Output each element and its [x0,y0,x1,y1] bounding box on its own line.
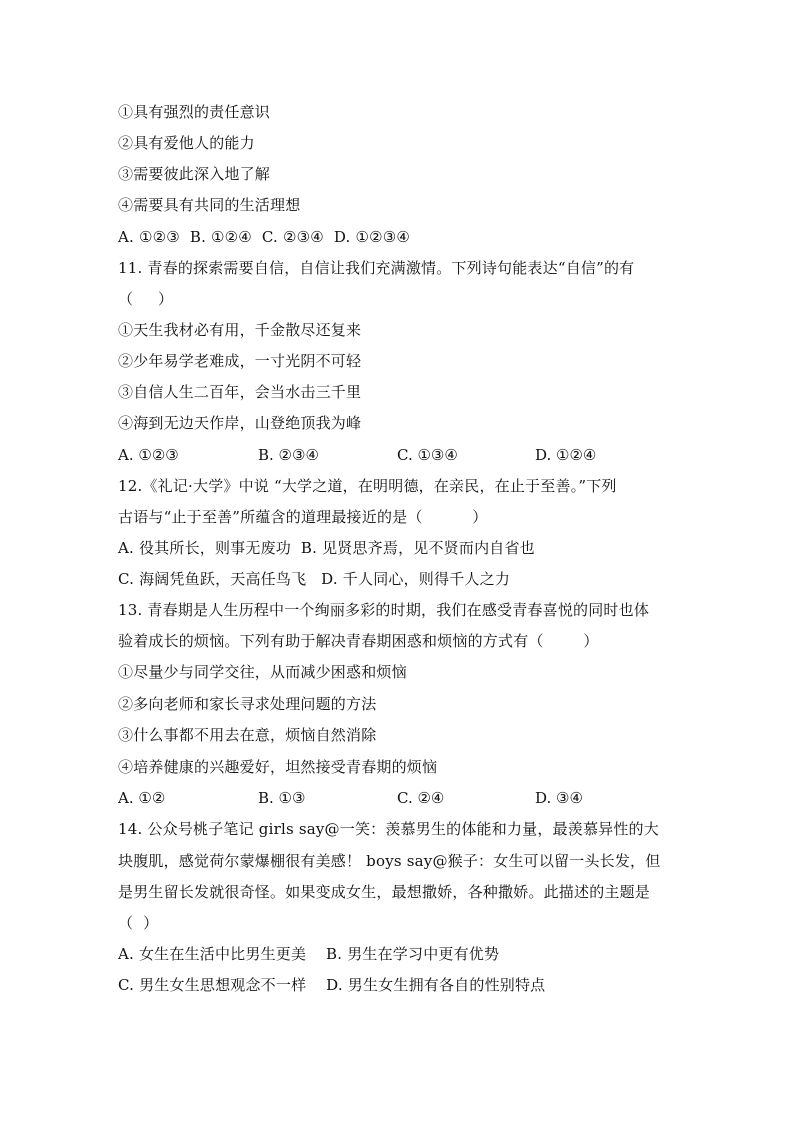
q12-stem-line-1: 12.《礼记·大学》中说 “大学之道，在明明德，在亲民，在止于至善。”下列 [118,477,617,495]
q13-option-c: C. ②④ [397,789,445,807]
q11-option-a: A. ①②③ [118,446,179,464]
q11-item-3: ③自信人生二百年，会当水击三千里 [118,383,362,401]
q13-item-3: ③什么事都不用去在意，烦恼自然消除 [118,726,377,744]
q11-options [118,445,718,465]
q14-stem-line-1: 14. 公众号桃子笔记 girls say@一笑：羡慕男生的体能和力量，最羡慕异性的大 [118,820,659,838]
q11-option-c: C. ①③④ [397,446,458,464]
q10-options: A. ①②③ B. ①②④ C. ②③④ D. ①②③④ [118,228,411,246]
q11-stem-line-2: （ ） [118,290,174,308]
q13-options [118,788,718,808]
q11-option-b: B. ②③④ [258,446,319,464]
q12-option-line-2: C. 海阔凭鱼跃，天高任鸟飞 D. 千人同心，则得千人之力 [118,570,511,588]
q13-option-d: D. ③④ [535,789,583,807]
q10-item-3: ③需要彼此深入地了解 [118,165,271,183]
q14-option-line-1: A. 女生在生活中比男生更美 B. 男生在学习中更有优势 [118,945,500,963]
q10-item-2: ②具有爱他人的能力 [118,134,255,152]
q14-stem-line-4: （ ） [118,914,159,932]
q14-option-line-2: C. 男生女生思想观念不一样 D. 男生女生拥有各自的性别特点 [118,976,546,994]
q14-stem-line-3: 是男生留长发就很奇怪。如果变成女生，最想撒娇，各种撒娇。此描述的主题是 [118,883,651,901]
q11-item-2: ②少年易学老难成，一寸光阴不可轻 [118,352,362,370]
q13-item-1: ①尽量少与同学交往，从而减少困惑和烦恼 [118,663,407,681]
q14-stem-line-2: 块腹肌，感觉荷尔蒙爆棚很有美感！ boys say@猴子：女生可以留一头长发，但 [118,852,661,870]
q11-stem-line-1: 11. 青春的探索需要自信，自信让我们充满激情。下列诗句能表达“自信”的有 [118,259,635,277]
q13-item-4: ④培养健康的兴趣爱好，坦然接受青春期的烦恼 [118,758,438,776]
q13-item-2: ②多向老师和家长寻求处理问题的方法 [118,695,377,713]
q11-item-4: ④海到无边天作岸，山登绝顶我为峰 [118,414,362,432]
q12-stem-line-2: 古语与“止于至善”所蕴含的道理最接近的是（ ） [118,508,488,526]
q11-option-d: D. ①②④ [535,446,597,464]
q10-item-4: ④需要具有共同的生活理想 [118,196,301,214]
q13-option-b: B. ①③ [258,789,306,807]
q12-option-line-1: A. 役其所长，则事无废功 B. 见贤思齐焉，见不贤而内自省也 [118,539,535,557]
q11-item-1: ①天生我材必有用，千金散尽还复来 [118,321,362,339]
q10-item-1: ①具有强烈的责任意识 [118,103,271,121]
q13-option-a: A. ①② [118,789,166,807]
q13-stem-line-2: 验着成长的烦恼。下列有助于解决青春期困惑和烦恼的方式有（ ） [118,632,599,650]
q13-stem-line-1: 13. 青春期是人生历程中一个绚丽多彩的时期，我们在感受青春喜悦的同时也体 [118,601,650,619]
